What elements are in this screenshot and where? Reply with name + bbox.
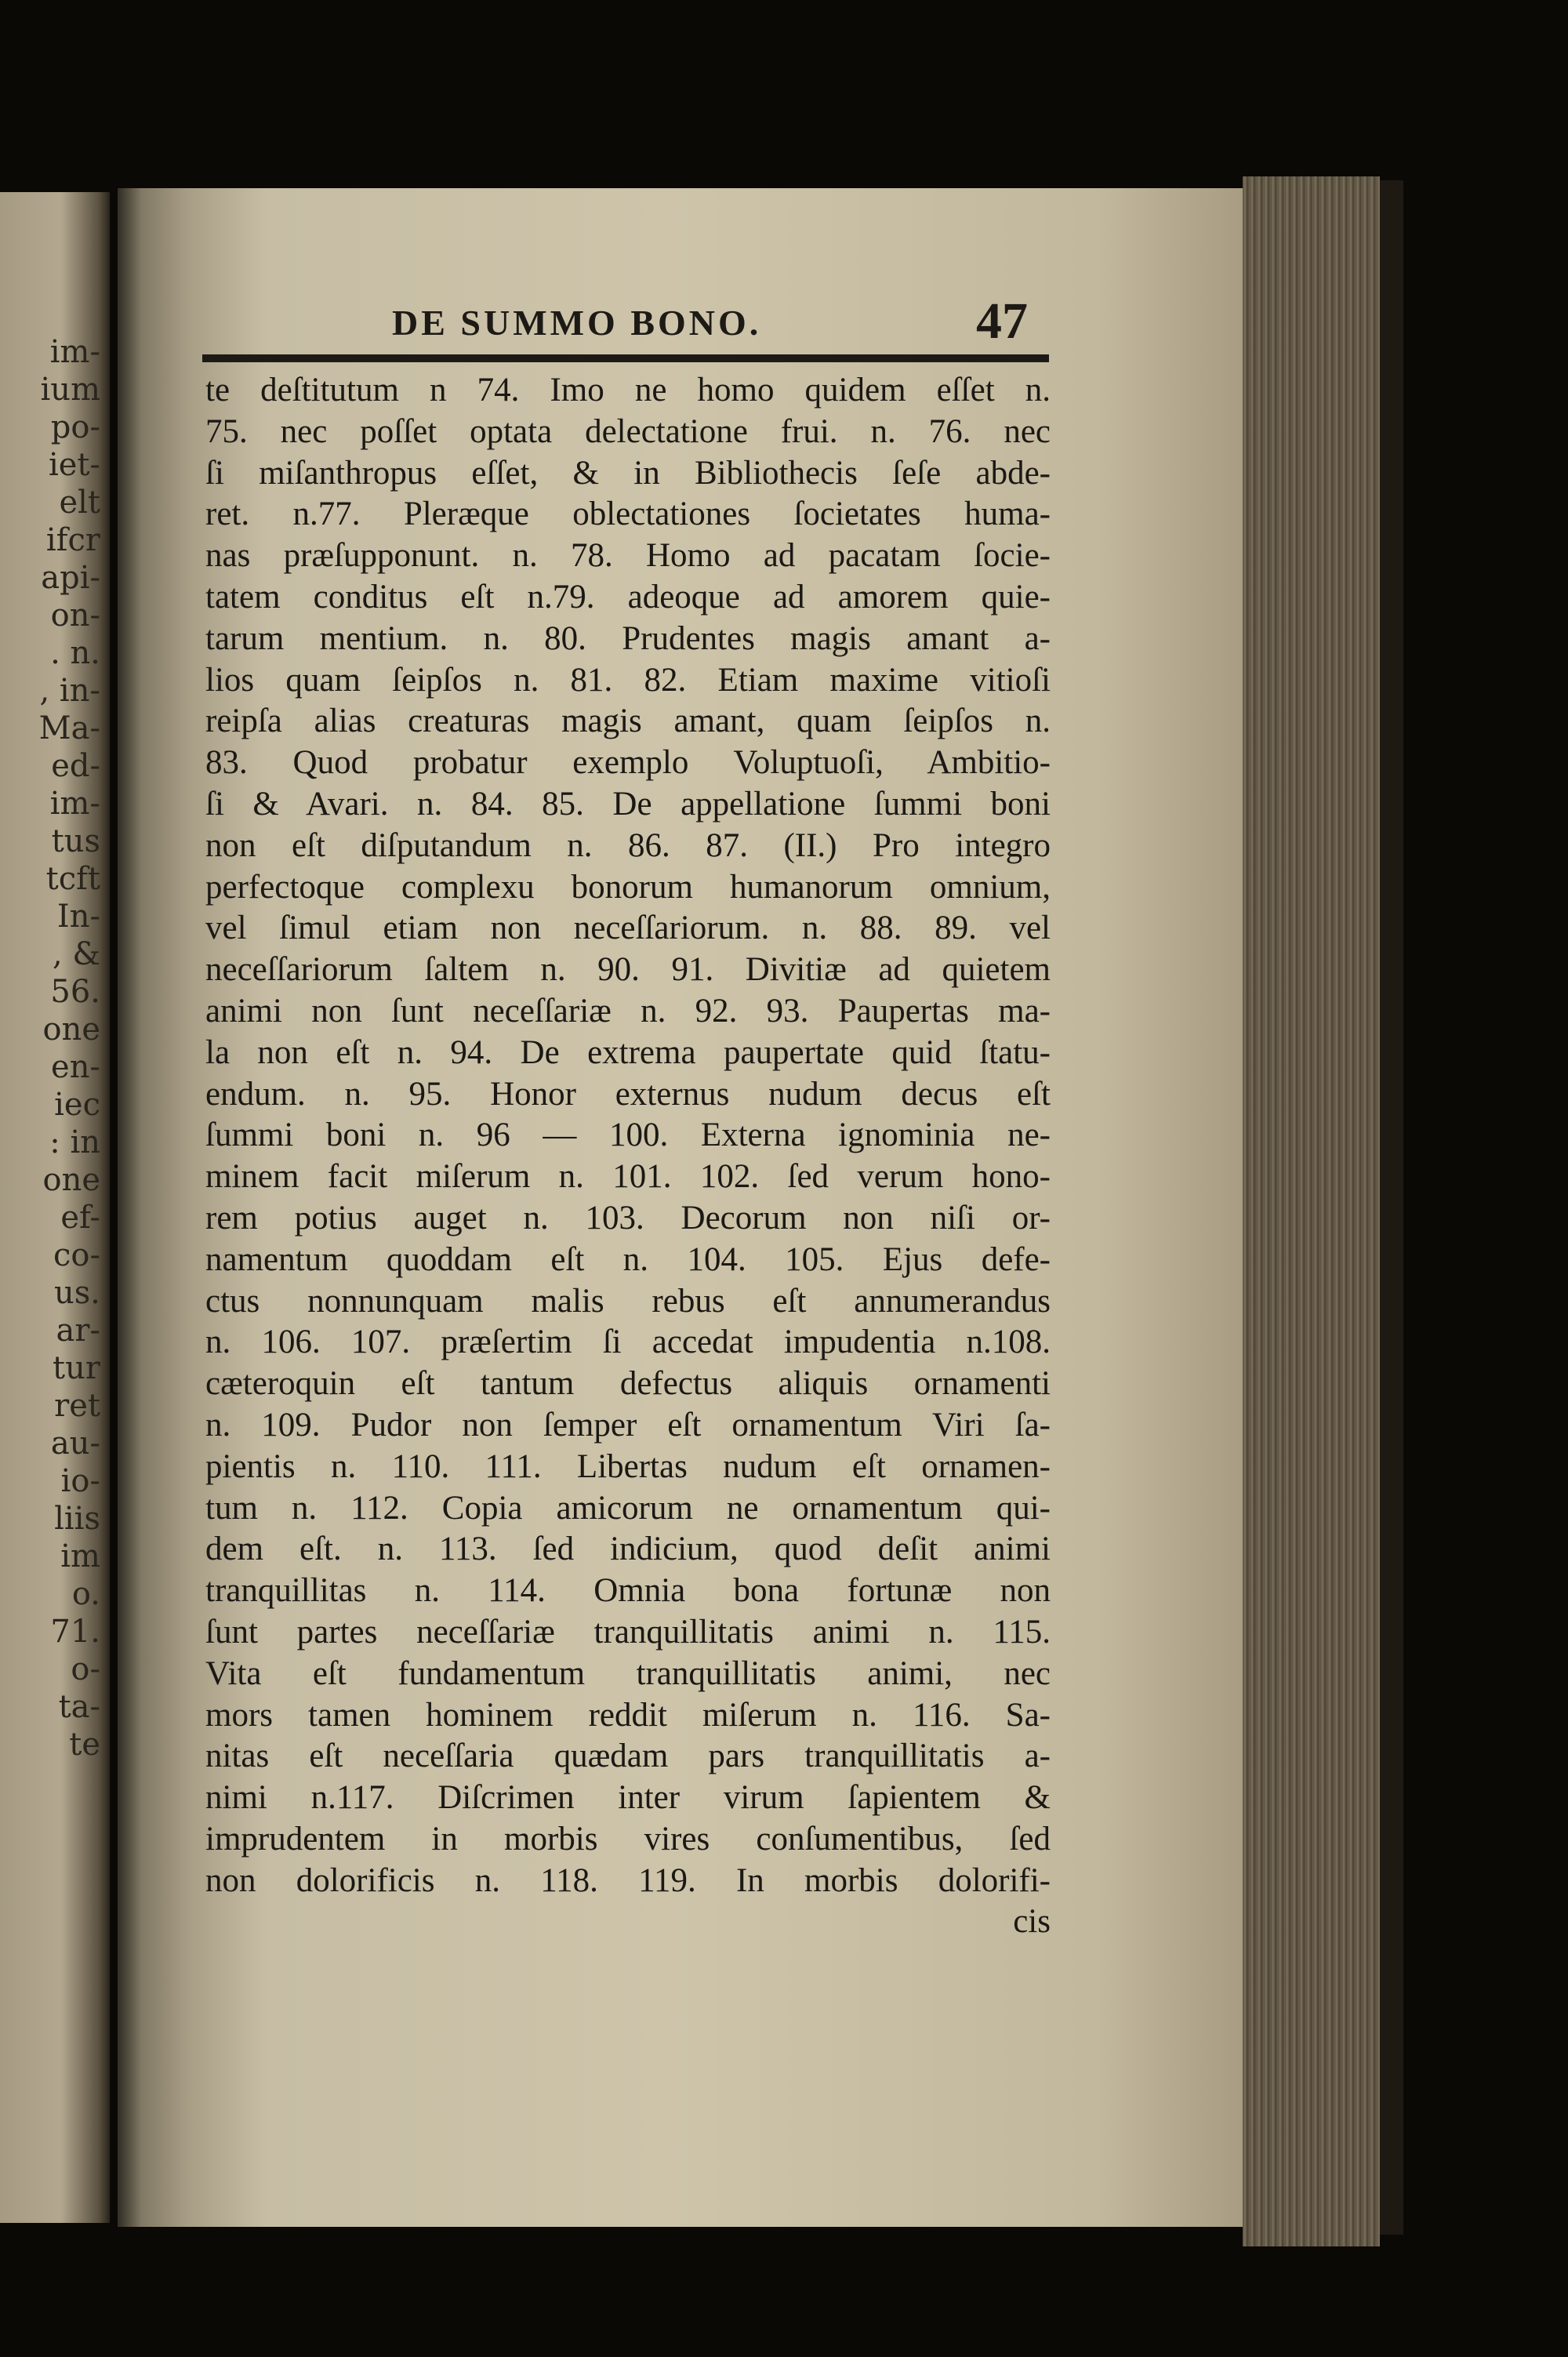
text-line: dem eſt. n. 113. ſed indicium, quod deſit animi [205, 1531, 1051, 1568]
text-line: tum n. 112. Copia amicorum ne ornamentum qui- [205, 1489, 1051, 1527]
margin-fragment: one [42, 1162, 100, 1198]
margin-fragment: en- [51, 1049, 100, 1085]
margin-fragment: ef- [60, 1200, 100, 1236]
margin-fragment: us. [53, 1275, 100, 1311]
text-line: mors tamen hominem reddit miſerum n. 116. Sa- [205, 1696, 1051, 1734]
margin-fragment: on- [50, 597, 100, 634]
text-line: la non eſt n. 94. De extrema paupertate quid ſtatu- [205, 1033, 1051, 1071]
left-page-margin-fragments [0, 333, 100, 1763]
margin-fragment: ium [40, 372, 100, 408]
text-line: ſummi boni n. 96 — 100. Externa ignominia ne- [205, 1117, 1051, 1154]
margin-fragment: io- [60, 1463, 100, 1499]
text-line: 83. Quod probatur exemplo Voluptuoſi, Ambitio- [205, 744, 1051, 782]
text-line: cis [1013, 1903, 1051, 1941]
text-line: reipſa alias creaturas magis amant, quam ſeipſos n. [205, 703, 1051, 740]
text-line: imprudentem in morbis vires conſumentibus, ſed [205, 1820, 1051, 1858]
margin-fragment: one [42, 1011, 100, 1048]
margin-fragment: ifcr [45, 522, 100, 558]
text-line: pientis n. 110. 111. Libertas nudum eſt ornamen- [205, 1447, 1051, 1485]
page-fore-edge [1243, 176, 1380, 2246]
margin-fragment: In- [56, 899, 100, 935]
margin-fragment: co- [53, 1237, 100, 1273]
text-line: ſi & Avari. n. 84. 85. De appellatione ſummi boni [205, 785, 1051, 823]
margin-fragment: tcft [45, 861, 100, 897]
text-line: non eſt diſputandum n. 86. 87. (II.) Pro integro [205, 826, 1051, 864]
margin-fragment: liis [54, 1501, 100, 1537]
text-line: tranquillitas n. 114. Omnia bona fortunæ non [205, 1572, 1051, 1610]
text-line: vel ſimul etiam non neceſſariorum. n. 88. 89. vel [205, 910, 1051, 947]
margin-fragment: elt [59, 485, 100, 521]
margin-fragment: ed- [51, 748, 100, 784]
margin-fragment: te [69, 1727, 100, 1763]
running-head-title: DE SUMMO BONO. [392, 303, 762, 343]
text-line: nas præſupponunt. n. 78. Homo ad pacatam ſocie- [205, 537, 1051, 575]
margin-fragment: 56. [50, 974, 100, 1010]
margin-fragment: ta- [58, 1689, 100, 1725]
text-line: n. 106. 107. præſertim ſi accedat impudentia n.108. [205, 1324, 1051, 1361]
text-line: Vita eſt fundamentum tranquillitatis animi, nec [205, 1654, 1051, 1692]
text-line: ret. n.77. Pleræque oblectationes ſocietates huma- [205, 496, 1051, 533]
text-line: ſunt partes neceſſariæ tranquillitatis animi n. 115. [205, 1613, 1051, 1651]
text-line: rem potius auget n. 103. Decorum non niſi or- [205, 1199, 1051, 1237]
text-line: cæteroquin eſt tantum defectus aliquis ornamenti [205, 1365, 1051, 1403]
text-line: namentum quoddam eſt n. 104. 105. Ejus defe- [205, 1240, 1051, 1278]
text-line: animi non ſunt neceſſariæ n. 92. 93. Paupertas ma- [205, 992, 1051, 1030]
text-line: minem facit miſerum n. 101. 102. ſed verum hono- [205, 1158, 1051, 1196]
margin-fragment: . n. [50, 635, 100, 671]
book-cover-edge [1380, 180, 1403, 2235]
text-line: neceſſariorum ſaltem n. 90. 91. Divitiæ ad quietem [205, 951, 1051, 989]
text-line: non dolorificis n. 118. 119. In morbis dolorifi- [205, 1861, 1051, 1899]
text-line: endum. n. 95. Honor externus nudum decus eſt [205, 1075, 1051, 1113]
page-number: 47 [976, 292, 1028, 350]
margin-fragment: 71. [50, 1614, 100, 1650]
text-line: ctus nonnunquam malis rebus eſt annumerandus [205, 1282, 1051, 1320]
margin-fragment: po- [50, 409, 100, 445]
text-line: nitas eſt neceſſaria quædam pars tranquillitatis a- [205, 1738, 1051, 1775]
text-line: ſi miſanthropus eſſet, & in Bibliothecis ſeſe abde- [205, 454, 1051, 492]
margin-fragment: tur [53, 1350, 100, 1386]
margin-fragment: iet- [48, 447, 100, 483]
header-rule [202, 354, 1049, 362]
margin-fragment: , in- [39, 673, 100, 709]
text-line: tarum mentium. n. 80. Prudentes magis amant a- [205, 619, 1051, 657]
text-line: n. 109. Pudor non ſemper eſt ornamentum Viri ſa- [205, 1406, 1051, 1444]
margin-fragment: im- [49, 786, 100, 822]
text-line: lios quam ſeipſos n. 81. 82. Etiam maxime vitioſi [205, 661, 1051, 699]
gutter-shadow [118, 188, 141, 2227]
margin-fragment: im- [49, 334, 100, 370]
running-head [392, 302, 1051, 357]
margin-fragment: iec [54, 1087, 100, 1123]
margin-fragment: ar- [56, 1313, 100, 1349]
margin-fragment: : in [49, 1124, 100, 1160]
text-line: te deſtitutum n 74. Imo ne homo quidem eſſet n. [205, 372, 1051, 409]
margin-fragment: api- [41, 560, 100, 596]
text-line: tatem conditus eſt n.79. adeoque ad amorem quie- [205, 578, 1051, 616]
margin-fragment: ret [54, 1388, 100, 1424]
margin-fragment: o- [71, 1651, 100, 1687]
margin-fragment: Ma- [38, 710, 100, 746]
margin-fragment: o. [71, 1576, 100, 1612]
margin-fragment: au- [50, 1425, 100, 1462]
margin-fragment: , & [52, 936, 100, 972]
margin-fragment: im [60, 1538, 100, 1574]
text-line: 75. nec poſſet optata delectatione frui. n. 76. nec [205, 412, 1051, 450]
text-line: nimi n.117. Diſcrimen inter virum ſapientem & [205, 1779, 1051, 1817]
body-text [205, 370, 1051, 1943]
text-line: perfectoque complexu bonorum humanorum omnium, [205, 868, 1051, 906]
margin-fragment: tus [51, 823, 100, 859]
